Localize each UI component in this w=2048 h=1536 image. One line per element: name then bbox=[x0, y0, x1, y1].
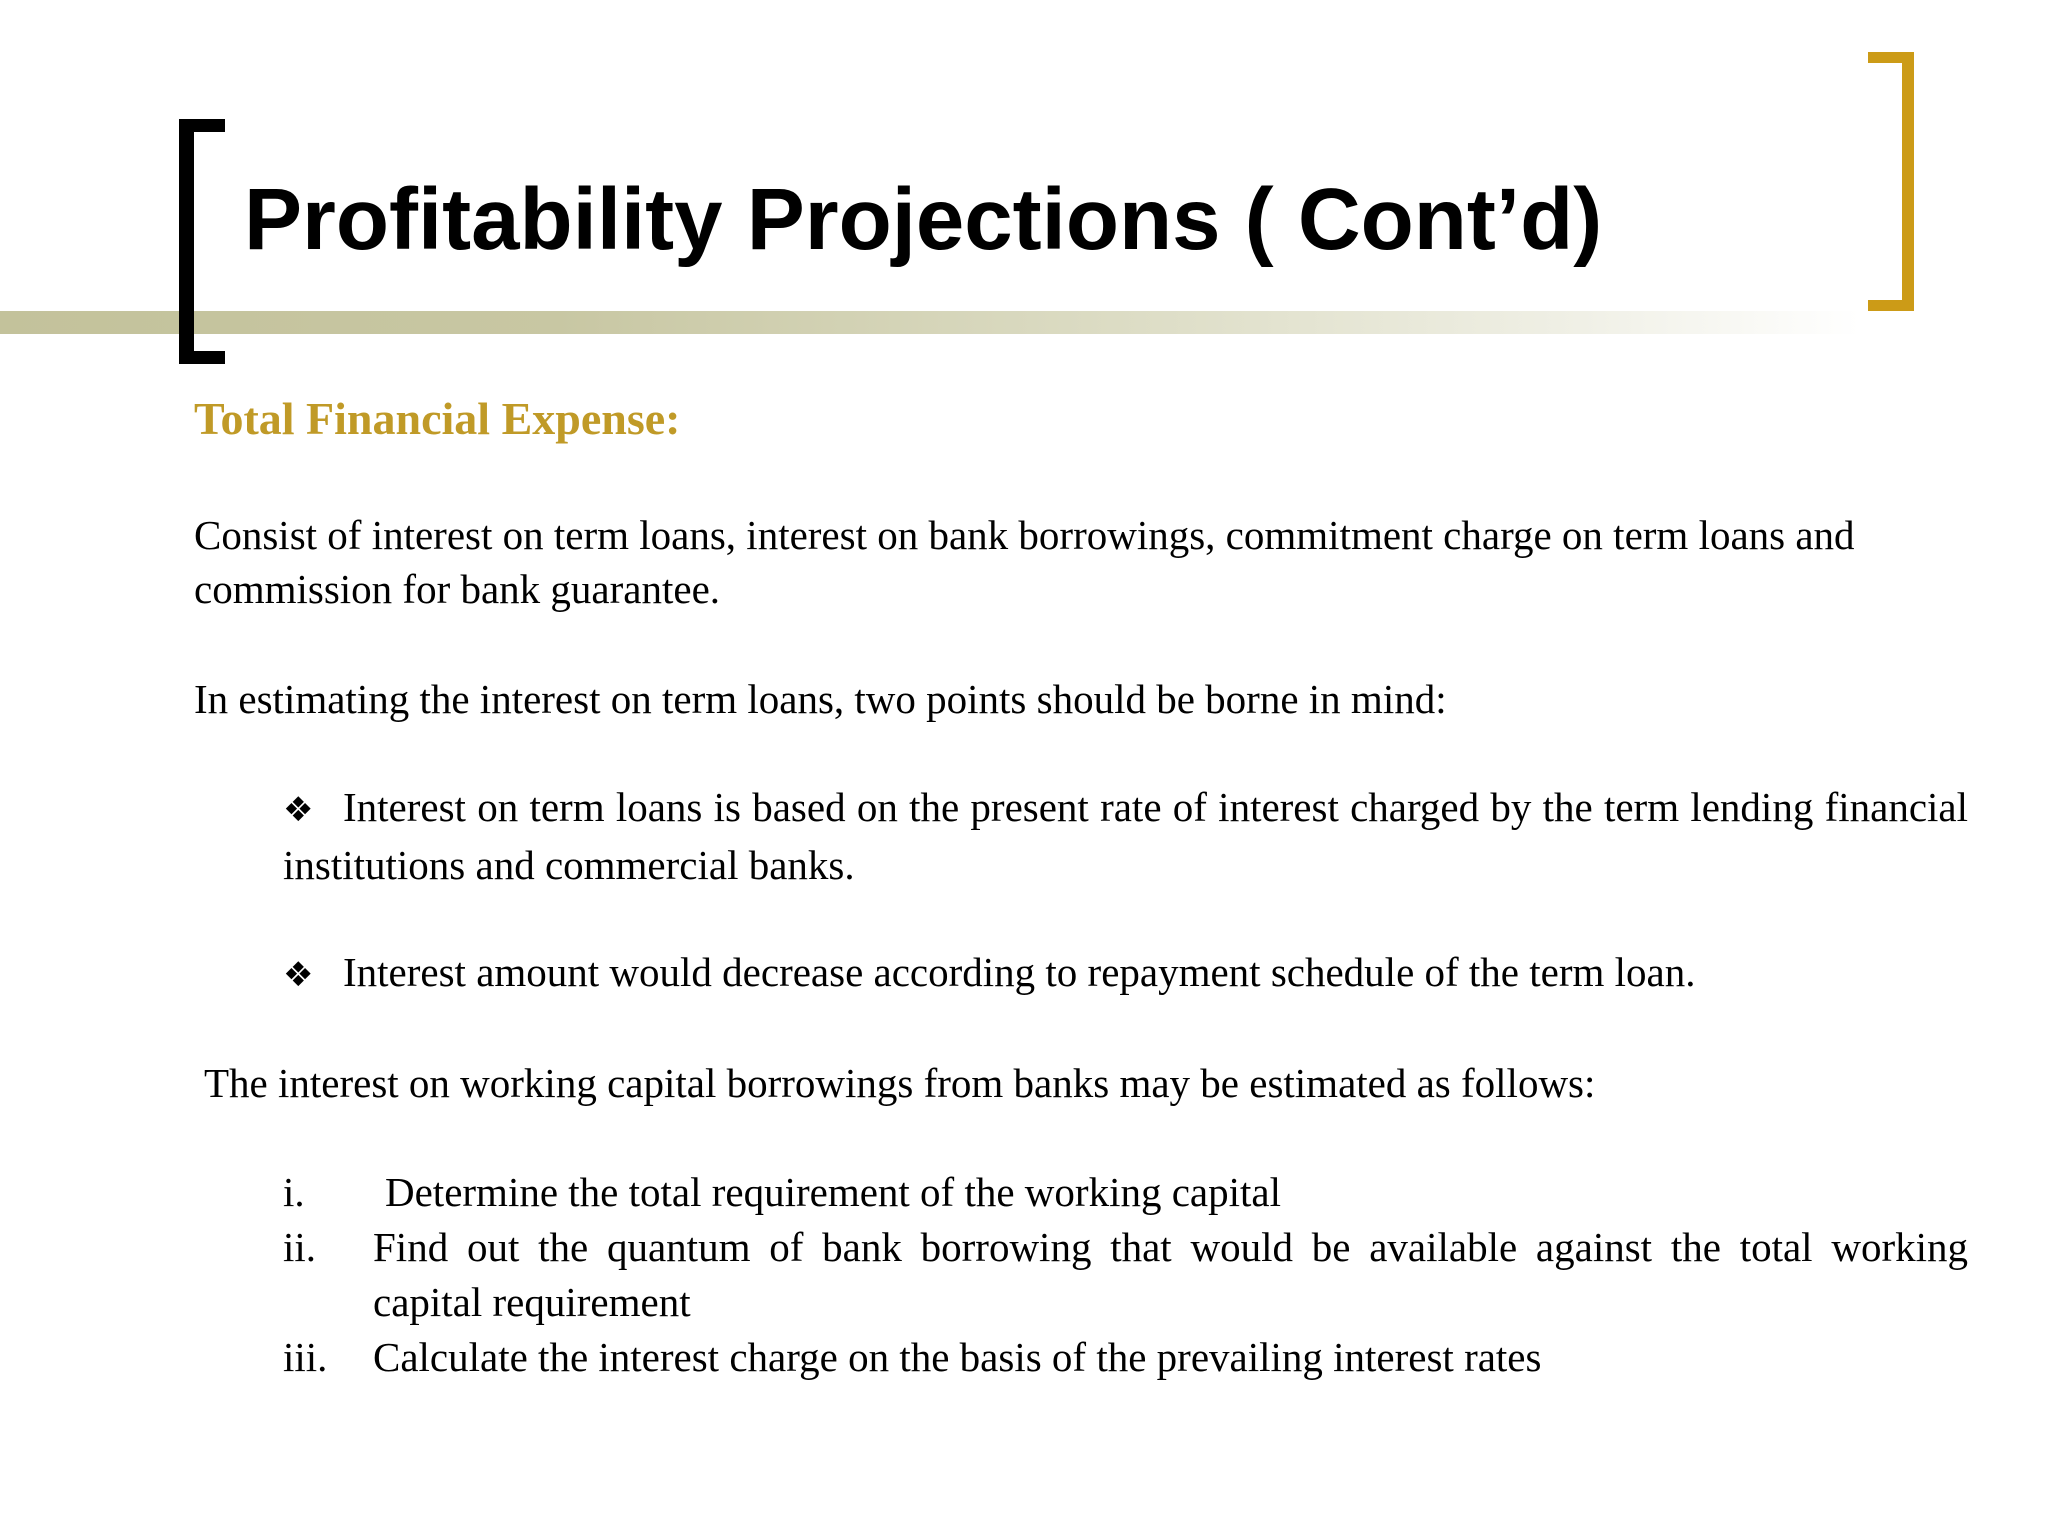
diamond-bullet-icon: ❖ bbox=[283, 790, 314, 830]
title-accent-bar bbox=[0, 311, 1860, 334]
step-number: iii. bbox=[283, 1334, 328, 1380]
step-number: ii. bbox=[283, 1224, 317, 1270]
bullet-text: Interest on term loans is based on the present rate of interest charged by the term lending financial institutions and commercial banks. bbox=[283, 784, 1968, 888]
step-text: Calculate the interest charge on the basis of the prevailing interest rates bbox=[373, 1334, 1542, 1380]
list-item bbox=[283, 1220, 1968, 1330]
right-bracket-decoration bbox=[1868, 52, 1914, 311]
bullet-item bbox=[283, 945, 1968, 1003]
paragraph-working-capital: The interest on working capital borrowings from banks may be estimated as follows: bbox=[204, 1060, 1596, 1106]
paragraph-estimating: In estimating the interest on term loans, two points should be borne in mind: bbox=[194, 676, 1447, 722]
bullet-text: Interest amount would decrease according to repayment schedule of the term loan. bbox=[343, 949, 1696, 995]
slide-title: Profitability Projections ( Cont’d) bbox=[244, 171, 1603, 268]
step-text: Determine the total requirement of the working capital bbox=[385, 1169, 1281, 1215]
numbered-steps-list bbox=[283, 1165, 1968, 1385]
list-item bbox=[283, 1330, 1968, 1385]
bullet-item bbox=[283, 780, 1968, 893]
step-number: i. bbox=[283, 1169, 305, 1215]
diamond-bullet-icon: ❖ bbox=[283, 955, 314, 995]
list-item bbox=[283, 1165, 1968, 1220]
paragraph-consist: Consist of interest on term loans, interest on bank borrowings, commitment charge on term loans and commission for bank guarantee. bbox=[194, 512, 1855, 612]
section-heading: Total Financial Expense: bbox=[194, 393, 681, 444]
step-text: Find out the quantum of bank borrowing that would be available against the total working capital requirement bbox=[373, 1224, 1968, 1325]
left-bracket-decoration bbox=[179, 119, 225, 364]
